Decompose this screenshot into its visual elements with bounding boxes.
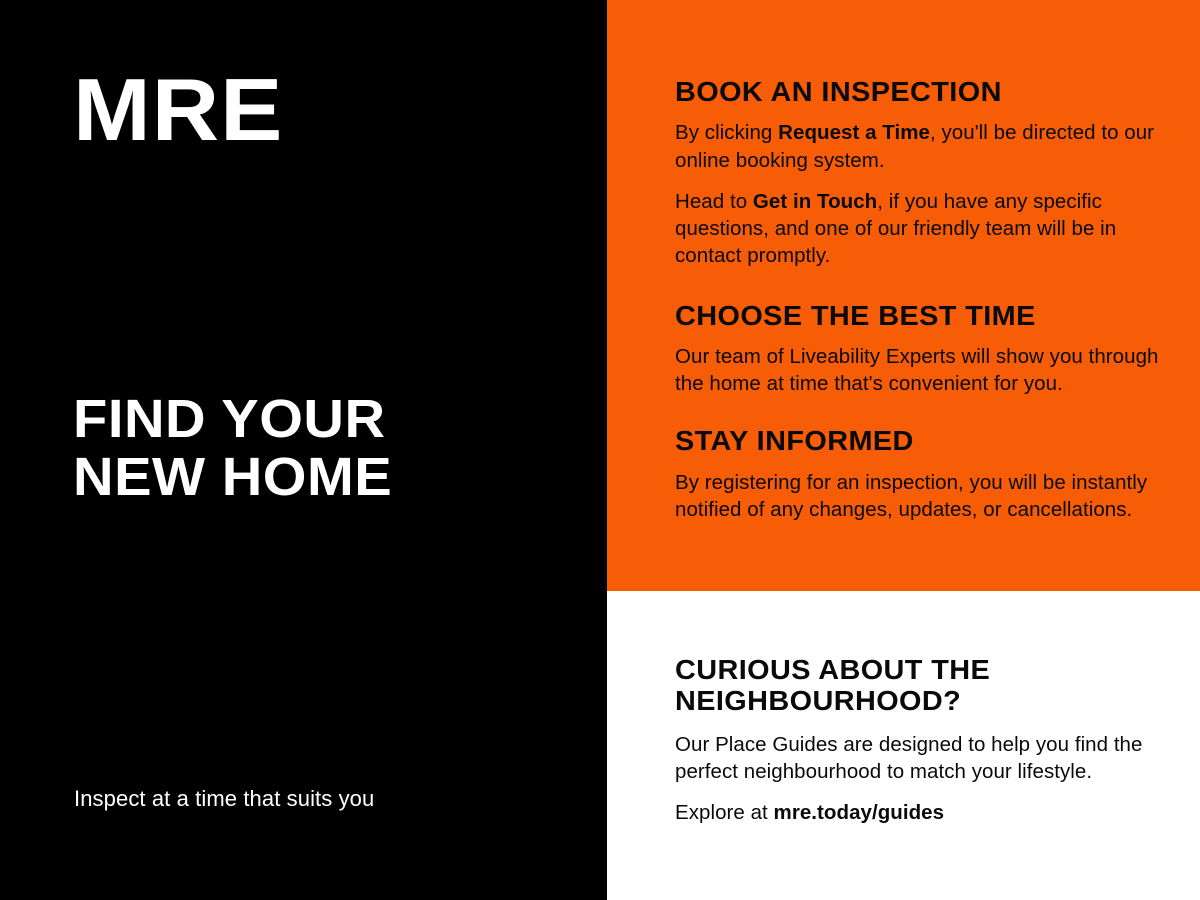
book-paragraph-2 <box>675 188 1160 270</box>
section-book-an-inspection <box>675 76 1160 270</box>
section-neighbourhood <box>675 654 1160 826</box>
book-p2-part-a: Head to <box>675 189 753 213</box>
section-title-neighbourhood <box>675 654 1175 717</box>
explore-line <box>675 799 1160 826</box>
neighbourhood-title-line-1: CURIOUS ABOUT THE <box>675 654 991 685</box>
headline-line-1: FIND YOUR <box>73 389 386 449</box>
headline-line-2: NEW HOME <box>73 447 393 508</box>
book-p1-part-c: , you'll be directed to our online booking system. <box>675 121 1155 172</box>
section-title-choose: CHOOSE THE BEST TIME <box>675 299 1036 331</box>
choose-paragraph-1: Our team of Liveability Experts will show you through the home at time that's convenient for you. <box>675 344 1159 396</box>
section-title-stay: STAY INFORMED <box>675 425 914 457</box>
book-p2-part-c: , if you have any specific questions, and one of our friendly team will be in contact promptly. <box>675 189 1117 268</box>
explore-url[interactable]: mre.today/guides <box>773 801 945 825</box>
neighbourhood-paragraph-1: Our Place Guides are designed to help you find the perfect neighbourhood to match your lifestyle. <box>675 732 1143 783</box>
stay-paragraph-1: By registering for an inspection, you will be instantly notified of any changes, updates, or cancellations. <box>675 470 1148 522</box>
tagline: Inspect at a time that suits you <box>74 786 375 811</box>
orange-info-block <box>607 0 1200 591</box>
section-title-book: BOOK AN INSPECTION <box>675 76 1002 107</box>
book-p1-part-a: By clicking <box>675 121 779 145</box>
book-paragraph-1 <box>675 119 1160 174</box>
explore-prefix: Explore at <box>675 801 774 825</box>
book-p2-emphasis: Get in Touch <box>752 189 878 213</box>
white-info-block <box>607 591 1200 900</box>
brand-logo: MRE <box>73 60 284 159</box>
neighbourhood-title-line-2: NEIGHBOURHOOD? <box>675 685 962 717</box>
section-choose-the-best-time <box>675 300 1160 398</box>
page-title <box>73 390 392 507</box>
right-column <box>607 0 1200 900</box>
section-stay-informed <box>675 425 1160 523</box>
book-p1-emphasis: Request a Time <box>778 121 930 145</box>
